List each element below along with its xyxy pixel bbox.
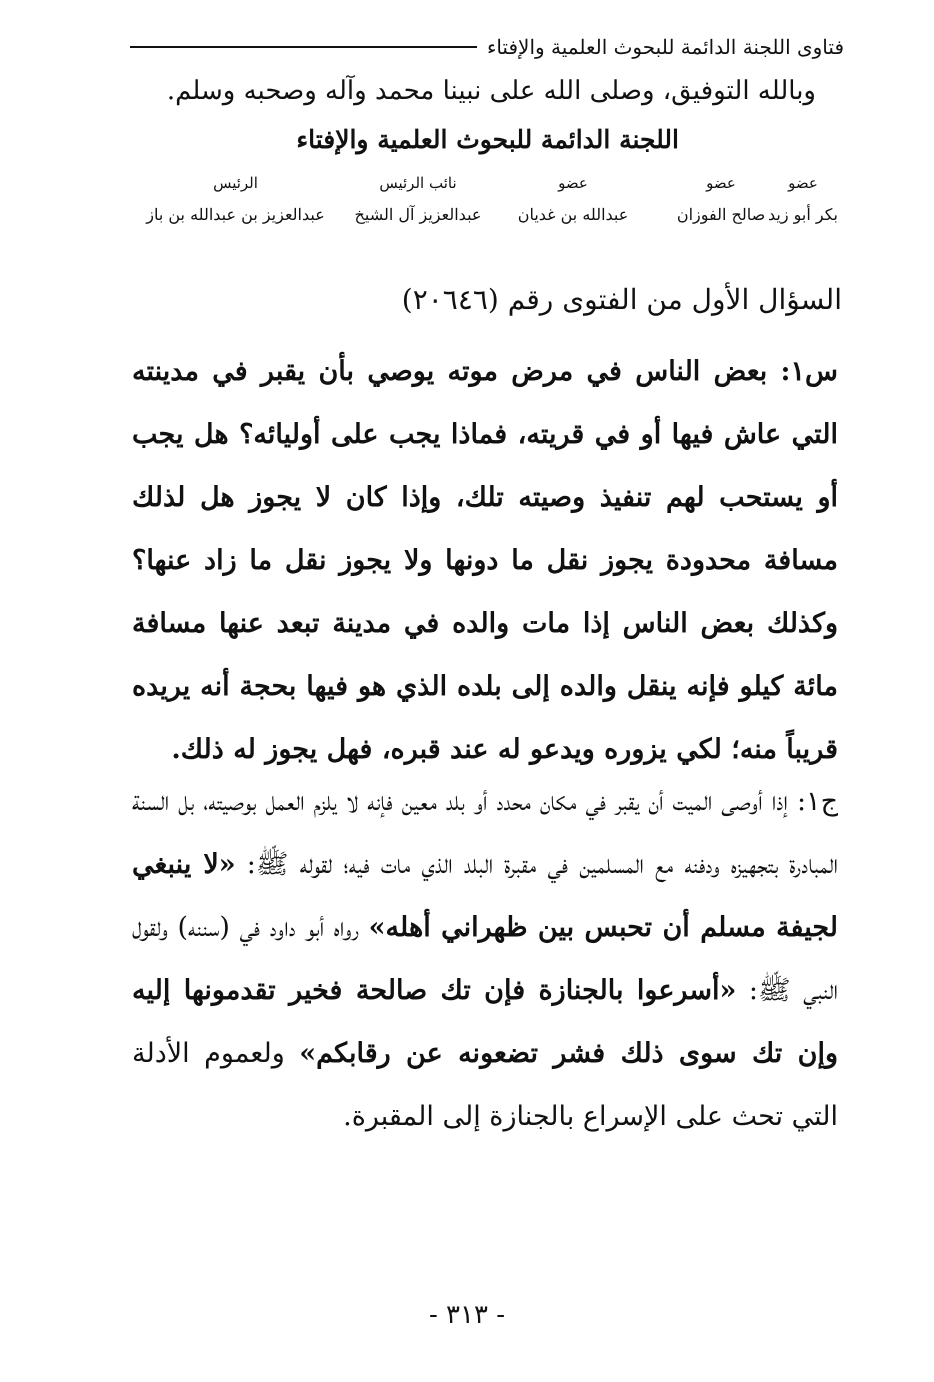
header-rule — [130, 46, 477, 48]
member-2 — [676, 170, 766, 228]
committee-members — [138, 170, 838, 240]
hadith-quote-1: «لا ينبغي لجيفة مسلم أن تحبس بين ظهراني أهله» — [132, 849, 839, 943]
answer-part-2: رواه أبو داود في (سننه) ولقول النبي ﷺ: — [132, 912, 838, 1006]
running-title: فتاوى اللجنة الدائمة للبحوث العلمية والإفتاء — [486, 35, 844, 59]
committee-title: اللجنة الدائمة للبحوث العلمية والإفتاء — [296, 125, 679, 154]
member-role: الرئيس — [213, 174, 258, 192]
hadith-quote-2: «أسرعوا بالجنازة فإن تك صالحة فخير تقدمونها إليه وإن تك سوى ذلك فشر تضعونه عن رقابكم» — [132, 975, 838, 1069]
member-name: عبدالعزيز آل الشيخ — [354, 205, 482, 224]
member-role: عضو — [706, 174, 736, 192]
answer-text — [132, 770, 838, 1148]
answer-part-1: ج١: إذا أوصى الميت أن يقبر في مكان محدد أو بلد معين فإنه لا يلزم العمل بوصيته، بل السنة المبادرة بتجهيزه ودفنه مع المسلمين في مقبرة البلد الذي مات فيه؛ لقوله ﷺ: — [132, 786, 839, 880]
member-1 — [768, 170, 838, 228]
question-text: س١: بعض الناس في مرض موته يوصي بأن يقبر في مدينته التي عاش فيها أو في قريته، فماذا يجب على أوليائه؟ هل يجب أو يستحب لهم تنفيذ وصيته تلك، وإذا كان لا يجوز هل لذلك مسافة محدودة يجوز نقل ما دونها ولا يجوز نقل ما زاد عنها؟ وكذلك بعض الناس إذا مات والده في مدينة تبعد عنها مسافة مائة كيلو فإنه ينقل والده إلى بلده الذي هو فيها بحجة أنه يريده قريباً منه؛ لكي يزوره ويدعو له عند قبره، فهل يجوز له ذلك. — [132, 356, 838, 765]
member-role: نائب الرئيس — [379, 174, 457, 192]
member-name: عبدالعزيز بن عبدالله بن باز — [146, 205, 325, 224]
question-title: السؤال الأول من الفتوى رقم (٢٠٦٤٦) — [401, 283, 842, 316]
member-name: عبدالله بن غديان — [517, 205, 629, 224]
member-3 — [513, 170, 633, 228]
member-name: بكر أبو زيد — [767, 205, 838, 224]
member-4 — [343, 170, 493, 228]
member-role: عضو — [788, 174, 818, 192]
running-header — [130, 30, 844, 64]
page-number: - ٣١٣ - — [428, 1300, 506, 1330]
closing-line: وبالله التوفيق، وصلى الله على نبينا محمد وآله وصحبه وسلم. — [166, 76, 816, 106]
member-5 — [138, 170, 333, 228]
answer-part-3: ولعموم الأدلة التي تحث على الإسراع بالجنازة إلى المقبرة. — [132, 1038, 838, 1132]
member-name: صالح الفوزان — [676, 205, 766, 224]
member-role: عضو — [558, 174, 588, 192]
